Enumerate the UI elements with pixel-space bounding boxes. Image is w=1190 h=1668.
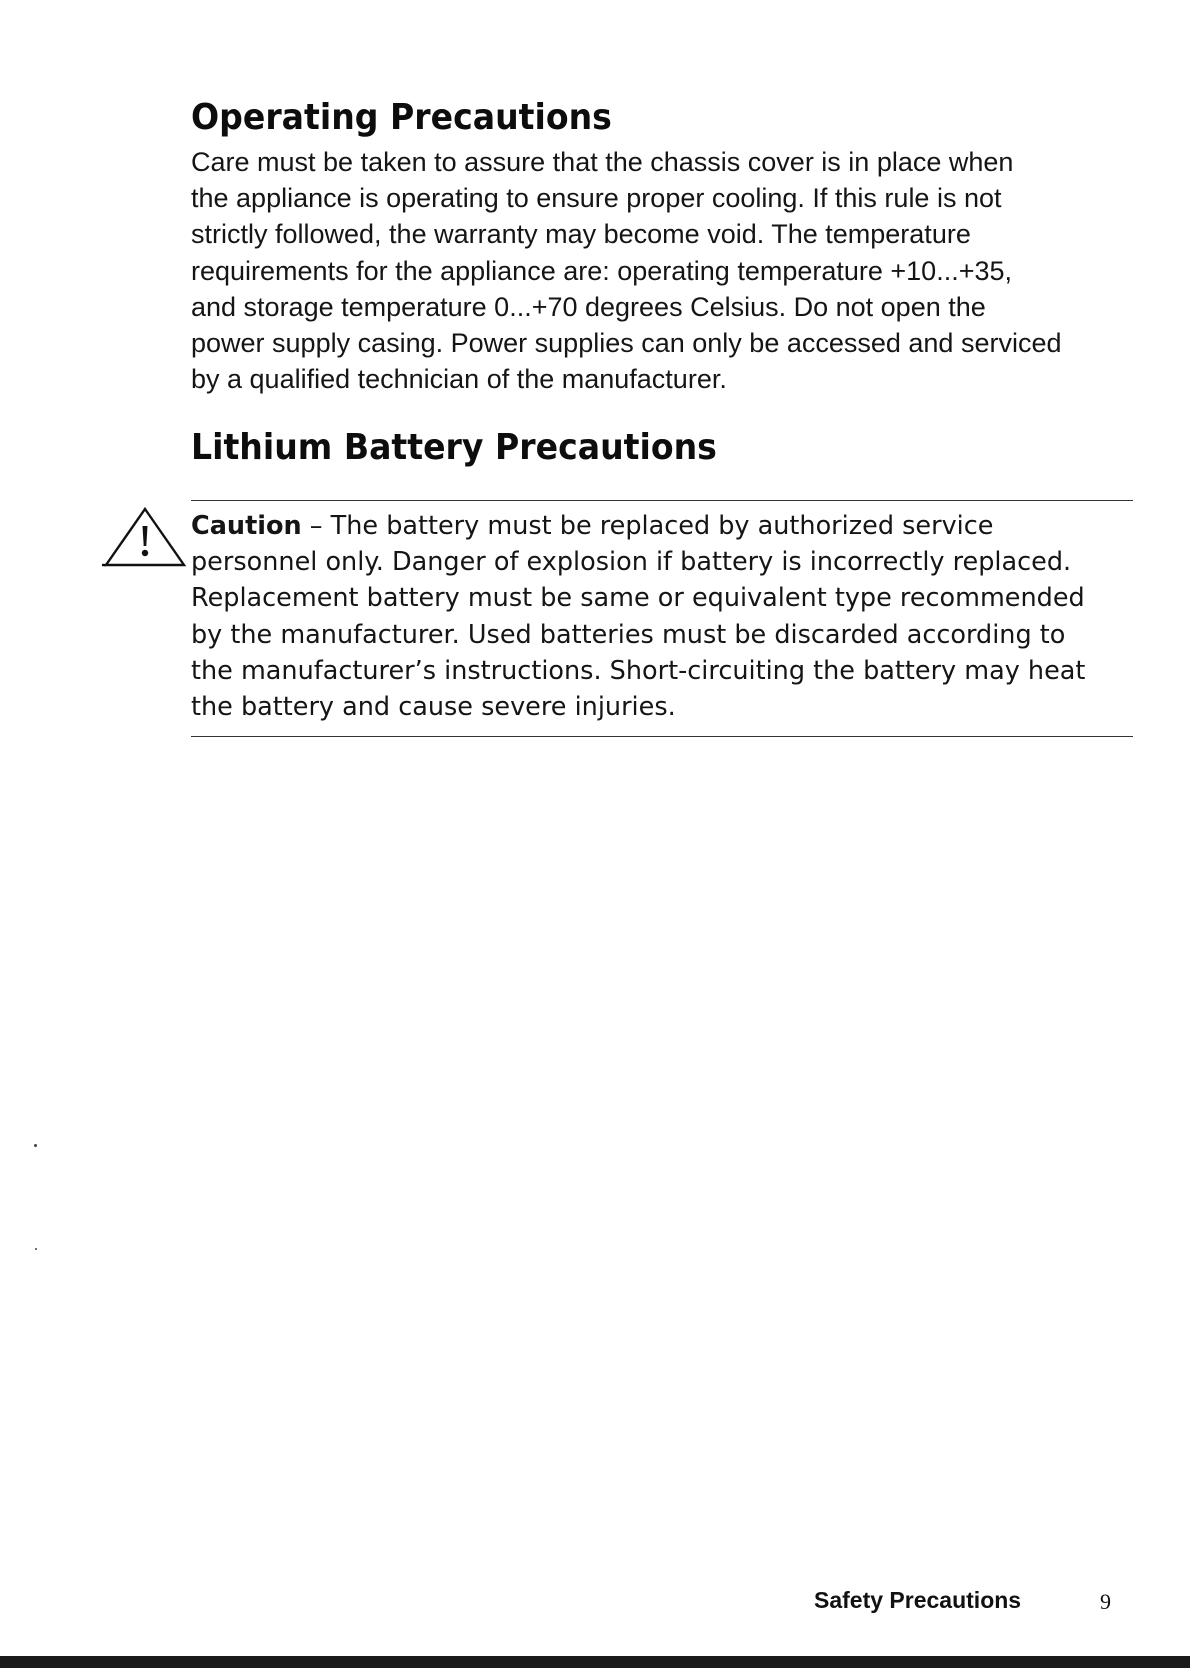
paragraph-line: power supply casing. Power supplies can only be accessed and serviced: [191, 328, 1062, 359]
paragraph-line: and storage temperature 0...+70 degrees Celsius. Do not open the: [191, 291, 986, 322]
paragraph-line: strictly followed, the warranty may become void. The temperature: [191, 219, 971, 250]
warning-triangle-icon: [102, 506, 188, 568]
operating-precautions-paragraph: [191, 144, 1062, 397]
caution-bottom-rule: [191, 736, 1133, 737]
paragraph-line: The battery must be replaced by authorized service: [330, 511, 994, 541]
page-number: 9: [1100, 1589, 1111, 1614]
paragraph-line: by a qualified technician of the manufacturer.: [191, 364, 727, 395]
caution-top-rule: [191, 500, 1133, 501]
paragraph-line: by the manufacturer. Used batteries must be discarded according to: [191, 619, 1066, 650]
paragraph-line: Care must be taken to assure that the chassis cover is in place when: [191, 147, 1014, 177]
paragraph-line: the manufacturer’s instructions. Short-circuiting the battery may heat: [191, 655, 1086, 686]
caution-paragraph: [191, 508, 1085, 725]
paragraph-line: personnel only. Danger of explosion if battery is incorrectly replaced.: [191, 547, 1072, 578]
caution-label: Caution: [191, 511, 302, 541]
footer-section-title: Safety Precautions: [814, 1587, 1022, 1613]
scan-speck: [35, 1248, 37, 1250]
scan-bottom-edge: [0, 1656, 1190, 1668]
lithium-battery-precautions-heading: Lithium Battery Precautions: [191, 427, 717, 468]
operating-precautions-heading: Operating Precautions: [191, 97, 612, 138]
paragraph-line: the appliance is operating to ensure proper cooling. If this rule is not: [191, 183, 1002, 214]
paragraph-line: Replacement battery must be same or equivalent type recommended: [191, 583, 1085, 614]
scan-speck: [34, 1144, 37, 1147]
paragraph-line: the battery and cause severe injuries.: [191, 692, 676, 723]
paragraph-line: requirements for the appliance are: operating temperature +10...+35,: [191, 255, 1013, 286]
caution-dash: –: [301, 511, 331, 541]
